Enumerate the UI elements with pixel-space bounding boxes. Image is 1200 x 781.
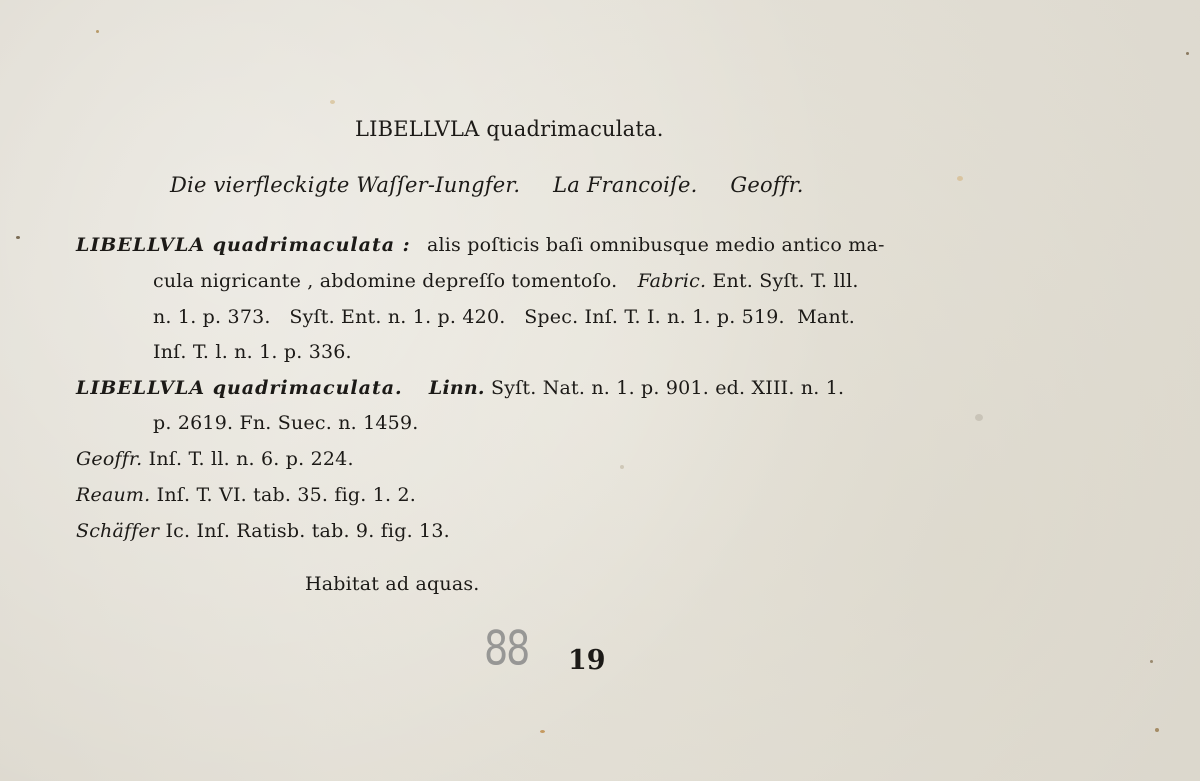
reference-5-text: Ic. Inſ. Ratisb. tab. 9. fig. 13. (165, 520, 450, 542)
page-number: 19 (568, 645, 606, 676)
paper-speck (1150, 660, 1153, 663)
reference-1-head: LIBELLVLA quadrimaculata : (76, 234, 411, 256)
paper-speck (1155, 728, 1159, 732)
paper-speck (1186, 52, 1189, 55)
reference-2-line-1 (76, 377, 844, 399)
reference-1-text: cula nigricante , abdomine depreſſo tomentoſo. (153, 270, 618, 292)
paper-speck (330, 100, 335, 104)
paper-speck (975, 414, 983, 421)
reference-2-head: LIBELLVLA quadrimaculata. (76, 377, 403, 399)
paper-speck (16, 236, 20, 239)
reference-5 (76, 520, 450, 542)
reference-author: Schäffer (76, 520, 160, 542)
reference-4 (76, 484, 416, 506)
reference-4-text: Inſ. T. VI. tab. 35. fig. 1. 2. (156, 484, 417, 506)
reference-1-text: Ent. Syſt. T. lll. (712, 270, 859, 292)
french-name: La Francoiſe. (553, 173, 698, 197)
reference-1-line-3: n. 1. p. 373. Syſt. Ent. n. 1. p. 420. Spec. Inſ. T. I. n. 1. p. 519. Mant. (153, 306, 855, 328)
reference-2-line-2: p. 2619. Fn. Suec. n. 1459. (153, 412, 419, 434)
german-name: Die vierfleckigte Waſſer-Iungfer. (170, 173, 521, 197)
paper-speck (540, 730, 545, 733)
reference-1-line-4: Inſ. T. l. n. 1. p. 336. (153, 341, 352, 363)
reference-1-line-2 (153, 270, 859, 292)
reference-author: Geoffr. (76, 448, 143, 470)
habitat-note: Habitat ad aquas. (305, 573, 480, 595)
reference-1-line-1 (76, 234, 885, 256)
page-title: LIBELLVLA quadrimaculata. (355, 117, 664, 141)
paper-speck (957, 176, 963, 181)
stamped-number: 88 (484, 620, 529, 676)
reference-1-text: alis poſticis baſi omnibusque medio antico ma- (426, 234, 885, 256)
paper-speck (620, 465, 624, 469)
paper-speck (96, 30, 99, 33)
reference-3 (76, 448, 354, 470)
subtitle-author: Geoffr. (730, 173, 804, 197)
reference-author: Linn. (428, 377, 485, 399)
reference-author: Fabric. (637, 270, 707, 292)
reference-2-text: Syſt. Nat. n. 1. p. 901. ed. XIII. n. 1. (491, 377, 845, 399)
reference-3-text: Inſ. T. ll. n. 6. p. 224. (148, 448, 354, 470)
common-names (170, 173, 830, 197)
reference-author: Reaum. (76, 484, 151, 506)
